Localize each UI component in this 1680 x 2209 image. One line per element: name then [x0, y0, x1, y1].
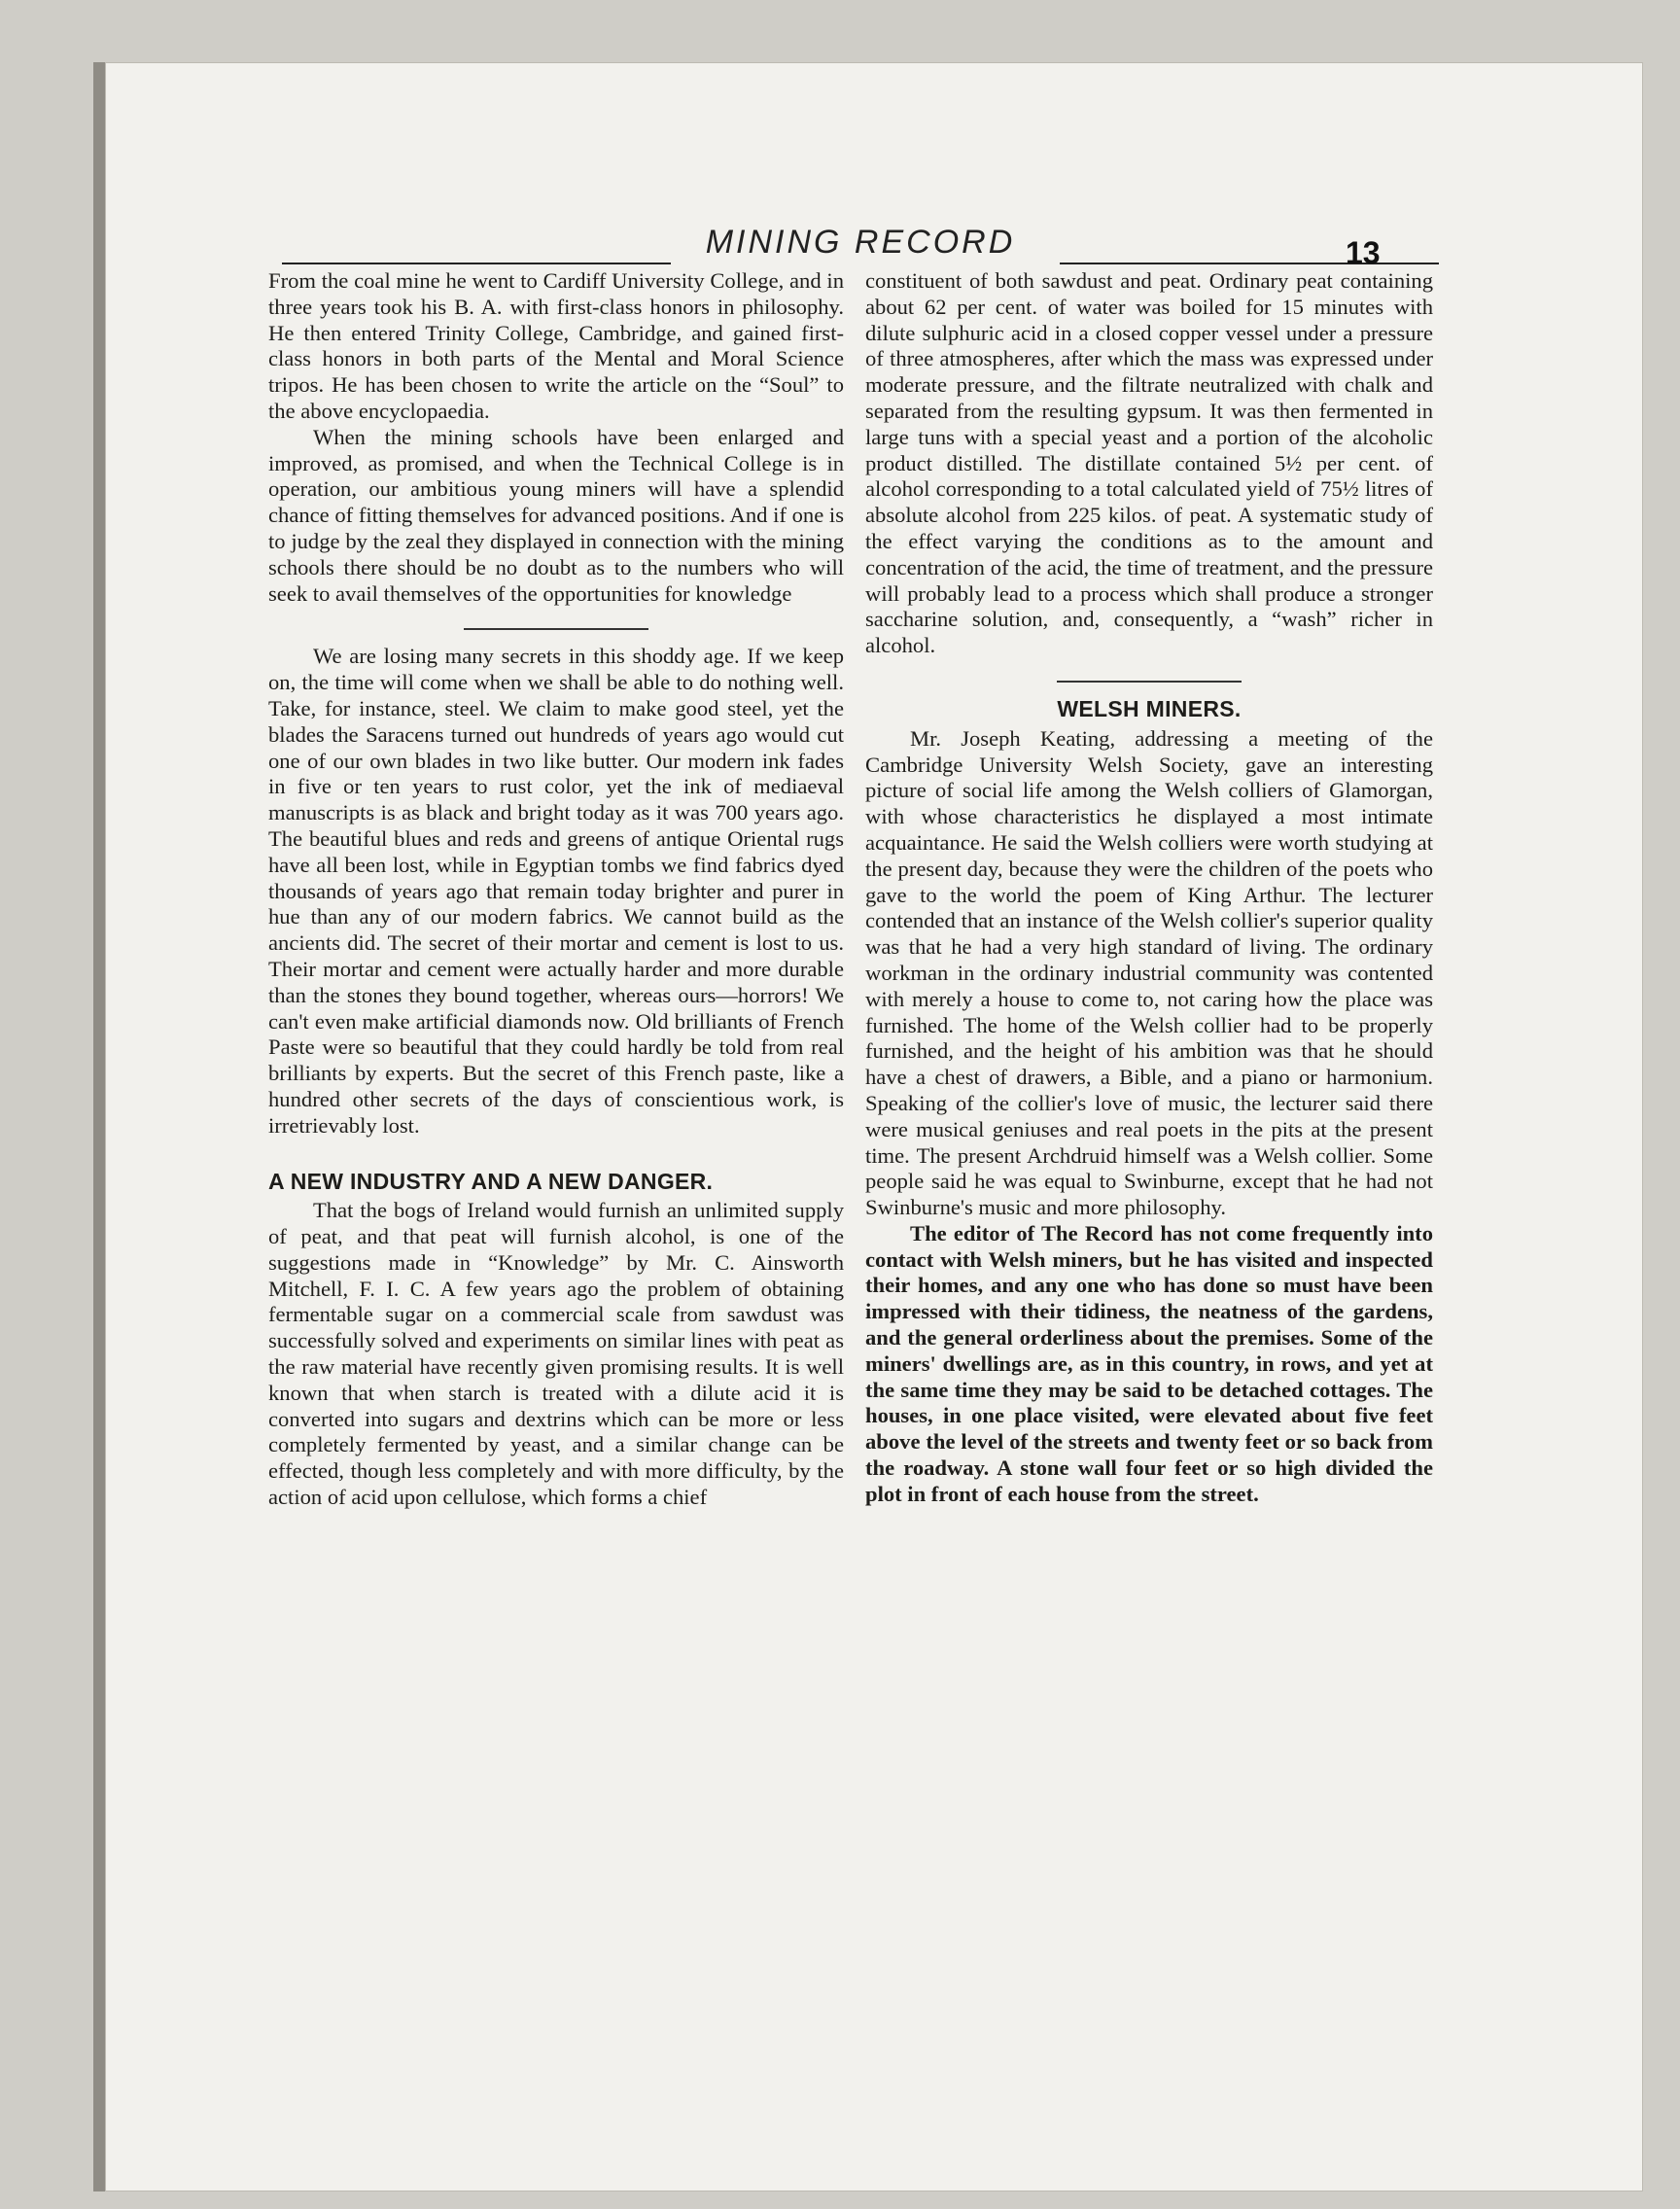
paragraph-cardiff: From the coal mine he went to Cardiff University College, and in three years took his B. A. with first-class honors in philosophy. He then entered Trinity College, Cambridge, and gained first-class honors in both parts of the Mental and Moral Science tripos. He has been chosen to write the article on the “Soul” to the above encyclopaedia.: [268, 268, 844, 423]
paragraph-mining-schools: When the mining schools have been enlarged and improved, as promised, and when the Technical College is in operation, our ambitious young miners will have a splendid chance of fitting themselves for advanced positions. And if one is to judge by the zeal they displayed in connection with the mining schools there should be no doubt as to the numbers who will seek to avail themselves of the opportunities for knowledge: [268, 424, 844, 606]
right-column: [865, 268, 1433, 1508]
header-rule-right: [1060, 263, 1439, 264]
publication-title: MINING RECORD: [705, 224, 1016, 261]
page-edge-shadow: [93, 62, 105, 2191]
paragraph-keating: Mr. Joseph Keating, addressing a meeting of the Cambridge University Welsh Society, gave an interesting picture of social life among the Welsh colliers of Glamorgan, with whose characteristics he displayed a most intimate acquaintance. He said the Welsh colliers were worth studying at the present day, because they were the children of the poets who gave to the world the poem of King Arthur. The lecturer contended that an instance of the Welsh collier's superior quality was that he had a very high standard of living. The ordinary workman in the ordinary industrial community was contented with merely a house to come to, not caring how the place was furnished. The home of the Welsh collier had to be properly furnished, and the height of his ambition was that he should have a chest of drawers, a Bible, and a piano or harmonium. Speaking of the collier's love of music, the lecturer said there were musical geniuses and real poets in the pits at the present time. The present Archdruid himself was a Welsh collier. Some people said he was equal to Swinburne, except that he had not Swinburne's music and more philosophy.: [865, 725, 1433, 1220]
paragraph-editor: The editor of The Record has not come frequently into contact with Welsh miners, but he has visited and inspected their homes, and any one who has done so must have been impressed with their tidiness, the neatness of the gardens, and the general orderliness about the premises. Some of the miners' dwellings are, as in this country, in rows, and yet at the same time they may be said to be detached cottages. The houses, in one place visited, were elevated about five feet above the level of the streets and twenty feet or so back from the roadway. A stone wall four feet or so high divided the plot in front of each house from the street.: [865, 1220, 1433, 1506]
paragraph-peat-continued: constituent of both sawdust and peat. Ordinary peat containing about 62 per cent. of water was boiled for 15 minutes with dilute sulphuric acid in a closed copper vessel under a pressure of three atmospheres, after which the mass was expressed under moderate pressure, and the filtrate neutralized with chalk and separated from the resulting gypsum. It was then fermented in large tuns with a special yeast and a portion of the alcoholic product distilled. The distillate contained 5½ per cent. of alcohol corresponding to a total calculated yield of 75½ litres of absolute alcohol from 225 kilos. of peat. A systematic study of the effect varying the conditions as to the amount and concentration of the acid, the time of treatment, and the pressure will probably lead to a process which shall produce a stronger saccharine solution, and, consequently, a “wash” richer in alcohol.: [865, 268, 1433, 658]
page-number: 13: [1346, 235, 1381, 270]
paragraph-lost-secrets: We are losing many secrets in this shoddy age. If we keep on, the time will come when we shall be able to do nothing well. Take, for instance, steel. We claim to make good steel, yet the blades the Saracens turned out hundreds of years ago would cut one of our own blades in two like butter. Our modern ink fades in five or ten years to rust color, yet the ink of mediaeval manuscripts is as black and bright today as it was 700 years ago. The beautiful blues and reds and greens of antique Oriental rugs have all been lost, while in Egyptian tombs we find fabrics dyed thousands of years ago that remain today brighter and purer in hue than any of our modern fabrics. We cannot build as the ancients did. The secret of their mortar and cement is lost to us. Their mortar and cement were actually harder and more durable than the stones they bound together, whereas ours—horrors! We can't even make artificial diamonds now. Old brilliants of French Paste were so beautiful that they could hardly be told from real brilliants by experts. But the secret of this French paste, like a hundred other secrets of the days of conscientious work, is irretrievably lost.: [268, 644, 844, 1138]
headline-new-industry: A NEW INDUSTRY AND A NEW DANGER.: [268, 1168, 714, 1194]
running-header: [282, 224, 1439, 270]
headline-welsh-miners: WELSH MINERS.: [1057, 695, 1242, 721]
left-column: [268, 268, 844, 1511]
section-divider: [1057, 681, 1242, 683]
header-rule-left: [282, 263, 671, 264]
section-divider: [464, 628, 648, 630]
paragraph-peat-alcohol: That the bogs of Ireland would furnish an unlimited supply of peat, and that peat will furnish alcohol, is one of the suggestions made in “Knowledge” by Mr. C. Ainsworth Mitchell, F. I. C. A few years ago the problem of obtaining fermentable sugar on a commercial scale from sawdust was successfully solved and experiments on similar lines with peat as the raw material have recently given promising results. It is well known that when starch is treated with a dilute acid it is converted into sugars and dextrins which can be more or less completely fermented by yeast, and a similar change can be effected, though less completely and with more difficulty, by the action of acid upon cellulose, which forms a chief: [268, 1198, 844, 1510]
